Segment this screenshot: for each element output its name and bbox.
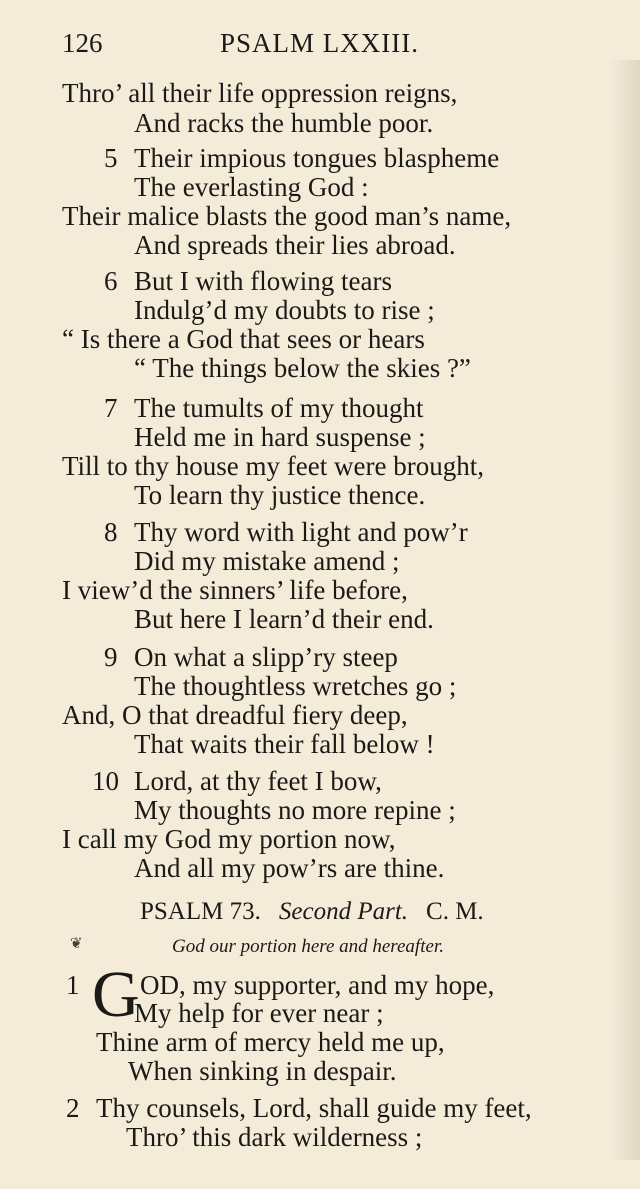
stanza-number: 9 xyxy=(104,642,118,672)
stanza-number: 5 xyxy=(104,143,118,173)
stanza-number: 7 xyxy=(104,393,118,423)
verse-line: I call my God my portion now, xyxy=(62,824,396,854)
verse-line: Thro’ all their life oppression reigns, xyxy=(62,78,458,108)
psalm-number: PSALM 73. xyxy=(140,898,261,925)
stanza-number: 2 xyxy=(66,1093,80,1123)
verse-line: Thine arm of mercy held me up, xyxy=(96,1027,445,1057)
verse-line: The everlasting God : xyxy=(134,172,369,202)
verse-line: To learn thy justice thence. xyxy=(134,480,426,510)
page-number: 126 xyxy=(62,28,103,58)
verse-line: “ The things below the skies ?” xyxy=(134,353,471,383)
verse-line: Indulg’d my doubts to rise ; xyxy=(134,295,435,325)
stanza-number: 6 xyxy=(104,266,118,296)
section-heading xyxy=(140,898,484,926)
verse-line: And, O that dreadful fiery deep, xyxy=(62,700,408,730)
drop-cap: G xyxy=(92,958,140,1031)
verse-line: OD, my supporter, and my hope, xyxy=(140,970,495,1000)
stanza-number: 1 xyxy=(66,970,80,1000)
verse-line: But I with flowing tears xyxy=(134,266,392,296)
verse-line: The thoughtless wretches go ; xyxy=(134,671,457,701)
stanza-number: 10 xyxy=(92,766,119,796)
page-edge-shadow xyxy=(610,60,640,1160)
psalm-subtitle: God our portion here and hereafter. xyxy=(172,936,444,957)
verse-line: Did my mistake amend ; xyxy=(134,546,400,576)
verse-line: Their impious tongues blaspheme xyxy=(134,143,500,173)
stanza-number: 8 xyxy=(104,517,118,547)
verse-line: But here I learn’d their end. xyxy=(134,604,434,634)
verse-line: Thro’ this dark wilderness ; xyxy=(126,1122,423,1152)
verse-line: The tumults of my thought xyxy=(134,393,424,423)
meter-label: C. M. xyxy=(426,898,484,925)
verse-line: That waits their fall below ! xyxy=(134,729,435,759)
ornament-icon: ❦ xyxy=(70,936,83,952)
part-label: Second Part. xyxy=(278,898,409,925)
verse-line: And racks the humble poor. xyxy=(134,108,434,138)
running-title: PSALM LXXIII. xyxy=(220,28,419,58)
verse-line: When sinking in despair. xyxy=(128,1056,397,1086)
verse-line: Thy word with light and pow’r xyxy=(134,517,468,547)
verse-line: And all my pow’rs are thine. xyxy=(134,853,445,883)
page-header xyxy=(62,28,582,64)
verse-line: And spreads their lies abroad. xyxy=(134,230,456,260)
verse-line: My thoughts no more repine ; xyxy=(134,795,456,825)
verse-line: My help for ever near ; xyxy=(134,998,384,1028)
verse-line: Thy counsels, Lord, shall guide my feet, xyxy=(96,1093,532,1123)
verse-line: On what a slipp’ry steep xyxy=(134,642,398,672)
verse-line: Held me in hard suspense ; xyxy=(134,422,426,452)
verse-line: “ Is there a God that sees or hears xyxy=(62,324,425,354)
verse-line: I view’d the sinners’ life before, xyxy=(62,575,408,605)
verse-line: Their malice blasts the good man’s name, xyxy=(62,201,512,231)
verse-line: Lord, at thy feet I bow, xyxy=(134,766,382,796)
verse-line: Till to thy house my feet were brought, xyxy=(62,451,484,481)
